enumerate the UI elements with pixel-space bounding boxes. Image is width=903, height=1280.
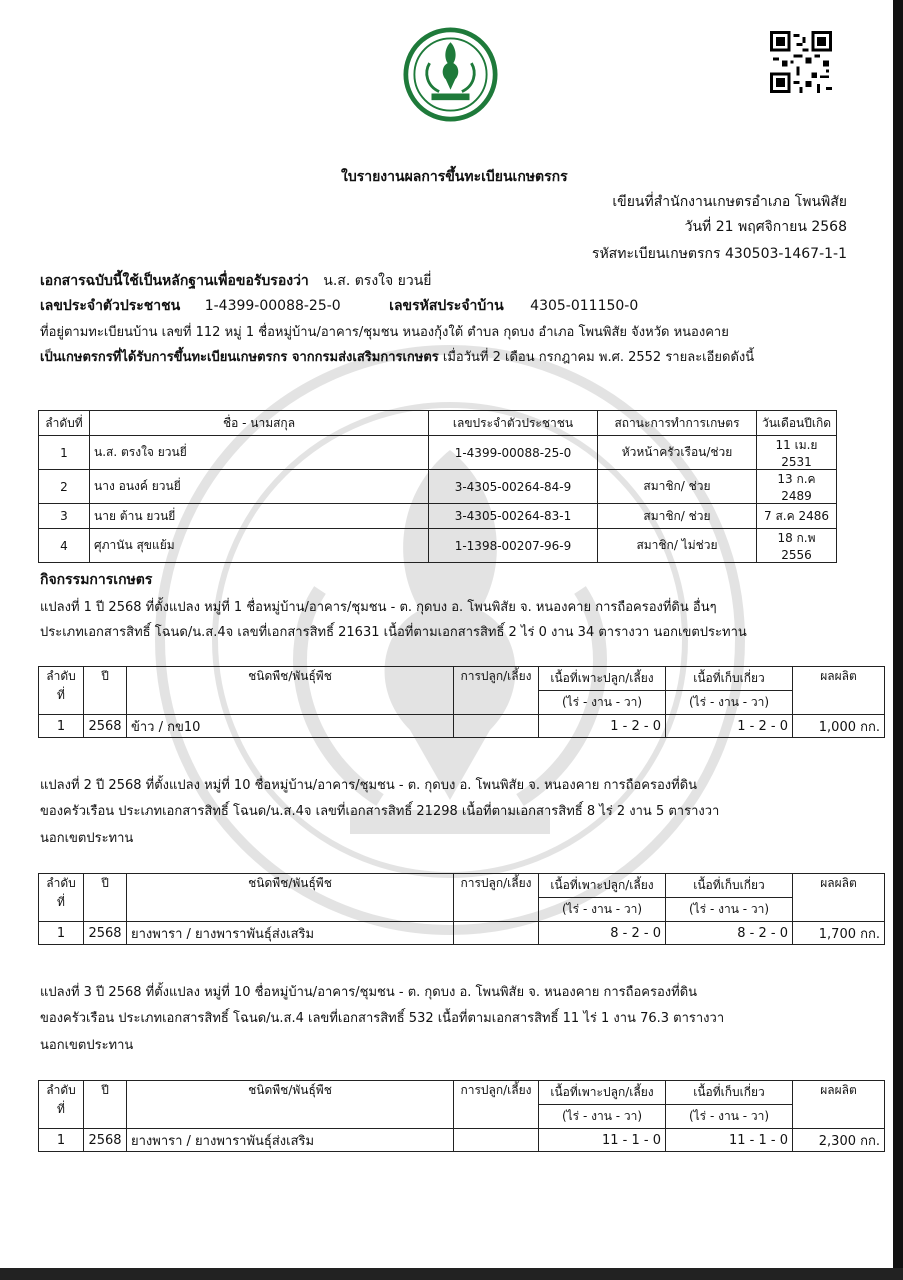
header-no: ลำดับที่ [39, 411, 90, 436]
cell-area-planted: 1 - 2 - 0 [539, 715, 666, 738]
cell-name: ศุภานัน สุขแย้ม [90, 529, 429, 563]
house-label: เลขรหัสประจำบ้าน [389, 298, 504, 314]
plot-2-line-1: แปลงที่ 2 ปี 2568 ที่ตั้งแปลง หมู่ที่ 10 ชื่อหมู่บ้าน/อาคาร/ชุมชน - ต. กุดบง อ. โพนพิสัย จ. หนองคาย การถือครองที่ดิน [40, 778, 698, 793]
farmer-name: น.ส. ตรงใจ ยวนยี่ [323, 273, 432, 289]
page-edge-bottom [0, 1268, 903, 1280]
office-line: เขียนที่สำนักงานเกษตรอำเภอ โพนพิสัย [612, 194, 847, 210]
unit-harvest: (ไร่ - งาน - วา) [666, 1105, 793, 1129]
cell-crop: ยางพารา / ยางพาราพันธุ์ส่งเสริม [127, 1129, 454, 1152]
header-no: ลำดับที่ [39, 1081, 84, 1129]
registered-line [40, 346, 754, 367]
unit-planted: (ไร่ - งาน - วา) [539, 691, 666, 715]
id-line [40, 295, 638, 317]
crop-header-row [39, 1081, 885, 1105]
table-row [39, 922, 885, 945]
id-value: 1-4399-00088-25-0 [204, 298, 341, 314]
cell-status: สมาชิก/ ไม่ช่วย [598, 529, 757, 563]
cell-id: 1-4399-00088-25-0 [429, 436, 598, 470]
cell-year: 2568 [84, 715, 127, 738]
cell-crop: ข้าว / กข10 [127, 715, 454, 738]
header-crop: ชนิดพืช/พันธุ์พืช [127, 1081, 454, 1129]
cell-yield: 1,700 กก. [793, 922, 885, 945]
address-line: ที่อยู่ตามทะเบียนบ้าน เลขที่ 112 หมู่ 1 ชื่อหมู่บ้าน/อาคาร/ชุมชน หนองกุ้งใต้ ตำบล กุดบง อำเภอ โพนพิสัย จังหวัด หนองคาย [40, 325, 729, 340]
header-no: ลำดับที่ [39, 667, 84, 715]
cell-id: 3-4305-00264-83-1 [429, 504, 598, 529]
cell-year: 2568 [84, 922, 127, 945]
table-row [39, 470, 837, 504]
house-value: 4305-011150-0 [530, 298, 639, 314]
plot-1-line-2: ประเภทเอกสารสิทธิ์ โฉนด/น.ส.4จ เลขที่เอกสารสิทธิ์ 21631 เนื้อที่ตามเอกสารสิทธิ์ 2 ไร่ 0 งาน 34 ตารางวา นอกเขตประทาน [40, 625, 747, 640]
header-area-harvest: เนื้อที่เก็บเกี่ยว [666, 667, 793, 691]
header-year: ปี [84, 874, 127, 922]
cell-id: 1-1398-00207-96-9 [429, 529, 598, 563]
cell-area-planted: 11 - 1 - 0 [539, 1129, 666, 1152]
cert-line [40, 270, 432, 292]
cell-no: 1 [39, 715, 84, 738]
cell-no: 1 [39, 922, 84, 945]
report-title: ใบรายงานผลการขึ้นทะเบียนเกษตรกร [341, 169, 568, 185]
registered-rest: เมื่อวันที่ 2 เดือน กรกฎาคม พ.ศ. 2552 รายละเอียดดังนี้ [438, 350, 755, 365]
members-header-row [39, 411, 837, 436]
plot-3-table [38, 1080, 885, 1152]
cell-id: 3-4305-00264-84-9 [429, 470, 598, 504]
cell-birthdate: 18 ก.พ 2556 [757, 529, 837, 563]
cell-birthdate: 7 ส.ค 2486 [757, 504, 837, 529]
unit-planted: (ไร่ - งาน - วา) [539, 1105, 666, 1129]
header-yield: ผลผลิต [793, 1081, 885, 1129]
plot-3-line-1: แปลงที่ 3 ปี 2568 ที่ตั้งแปลง หมู่ที่ 10 ชื่อหมู่บ้าน/อาคาร/ชุมชน - ต. กุดบง อ. โพนพิสัย จ. หนองคาย การถือครองที่ดิน [40, 985, 698, 1000]
cell-area-harvest: 1 - 2 - 0 [666, 715, 793, 738]
cert-label: เอกสารฉบับนี้ใช้เป็นหลักฐานเพื่อขอรับรองว่า [40, 273, 309, 289]
cell-no: 3 [39, 504, 90, 529]
plot-3-line-2: ของครัวเรือน ประเภทเอกสารสิทธิ์ โฉนด/น.ส.4 เลขที่เอกสารสิทธิ์ 532 เนื้อที่ตามเอกสารสิทธิ์ 11 ไร่ 1 งาน 76.3 ตารางวา [40, 1011, 725, 1026]
plot-1-table [38, 666, 885, 738]
header-area-planted: เนื้อที่เพาะปลูก/เลี้ยง [539, 874, 666, 898]
cell-name: น.ส. ตรงใจ ยวนยี่ [90, 436, 429, 470]
cell-planting [454, 1129, 539, 1152]
plot-2-line-2: ของครัวเรือน ประเภทเอกสารสิทธิ์ โฉนด/น.ส.4จ เลขที่เอกสารสิทธิ์ 21298 เนื้อที่ตามเอกสารสิทธิ์ 8 ไร่ 2 งาน 5 ตารางวา [40, 804, 720, 819]
department-seal-logo [403, 27, 498, 122]
plot-2-line-3: นอกเขตประทาน [40, 831, 134, 846]
header-year: ปี [84, 667, 127, 715]
cell-yield: 2,300 กก. [793, 1129, 885, 1152]
header-planting: การปลูก/เลี้ยง [454, 1081, 539, 1129]
table-row [39, 715, 885, 738]
cell-no: 4 [39, 529, 90, 563]
table-row [39, 529, 837, 563]
cell-birthdate: 13 ก.ค 2489 [757, 470, 837, 504]
qr-code [770, 31, 832, 93]
header-id: เลขประจำตัวประชาชน [429, 411, 598, 436]
unit-planted: (ไร่ - งาน - วา) [539, 898, 666, 922]
header-crop: ชนิดพืช/พันธุ์พืช [127, 667, 454, 715]
header-year: ปี [84, 1081, 127, 1129]
header-area-planted: เนื้อที่เพาะปลูก/เลี้ยง [539, 1081, 666, 1105]
header-planting: การปลูก/เลี้ยง [454, 874, 539, 922]
plot-2-table [38, 873, 885, 945]
crop-header-row [39, 874, 885, 898]
header-status: สถานะการทำการเกษตร [598, 411, 757, 436]
crop-header-row [39, 667, 885, 691]
cell-birthdate: 11 เม.ย 2531 [757, 436, 837, 470]
header-planting: การปลูก/เลี้ยง [454, 667, 539, 715]
cell-year: 2568 [84, 1129, 127, 1152]
cell-status: สมาชิก/ ช่วย [598, 470, 757, 504]
registered-bold: เป็นเกษตรกรที่ได้รับการขึ้นทะเบียนเกษตรกร จากกรมส่งเสริมการเกษตร [40, 350, 439, 365]
table-row [39, 1129, 885, 1152]
header-no: ลำดับที่ [39, 874, 84, 922]
unit-harvest: (ไร่ - งาน - วา) [666, 898, 793, 922]
plot-1-line-1: แปลงที่ 1 ปี 2568 ที่ตั้งแปลง หมู่ที่ 1 ชื่อหมู่บ้าน/อาคาร/ชุมชน - ต. กุดบง อ. โพนพิสัย จ. หนองคาย การถือครองที่ดิน อื่นๆ [40, 600, 717, 615]
header-area-planted: เนื้อที่เพาะปลูก/เลี้ยง [539, 667, 666, 691]
header-area-harvest: เนื้อที่เก็บเกี่ยว [666, 1081, 793, 1105]
cell-area-harvest: 11 - 1 - 0 [666, 1129, 793, 1152]
registration-number: รหัสทะเบียนเกษตรกร 430503-1467-1-1 [591, 246, 847, 262]
header-area-harvest: เนื้อที่เก็บเกี่ยว [666, 874, 793, 898]
cell-crop: ยางพารา / ยางพาราพันธุ์ส่งเสริม [127, 922, 454, 945]
cell-planting [454, 715, 539, 738]
header-name: ชื่อ - นามสกุล [90, 411, 429, 436]
cell-no: 1 [39, 436, 90, 470]
cell-name: นาย ต้าน ยวนยี่ [90, 504, 429, 529]
header-yield: ผลผลิต [793, 667, 885, 715]
date-line: วันที่ 21 พฤศจิกายน 2568 [684, 219, 847, 235]
unit-harvest: (ไร่ - งาน - วา) [666, 691, 793, 715]
cell-area-harvest: 8 - 2 - 0 [666, 922, 793, 945]
header-birthdate: วันเดือนปีเกิด [757, 411, 837, 436]
activities-title: กิจกรรมการเกษตร [40, 572, 153, 588]
id-label: เลขประจำตัวประชาชน [40, 298, 181, 314]
table-row [39, 504, 837, 529]
cell-name: นาง อนงค์ ยวนยี่ [90, 470, 429, 504]
cell-planting [454, 922, 539, 945]
cell-area-planted: 8 - 2 - 0 [539, 922, 666, 945]
table-row [39, 436, 837, 470]
header-yield: ผลผลิต [793, 874, 885, 922]
members-table [38, 410, 837, 563]
plot-3-line-3: นอกเขตประทาน [40, 1038, 134, 1053]
cell-status: หัวหน้าครัวเรือน/ช่วย [598, 436, 757, 470]
cell-yield: 1,000 กก. [793, 715, 885, 738]
cell-no: 2 [39, 470, 90, 504]
page-edge-right [893, 0, 903, 1280]
cell-status: สมาชิก/ ช่วย [598, 504, 757, 529]
header-crop: ชนิดพืช/พันธุ์พืช [127, 874, 454, 922]
cell-no: 1 [39, 1129, 84, 1152]
